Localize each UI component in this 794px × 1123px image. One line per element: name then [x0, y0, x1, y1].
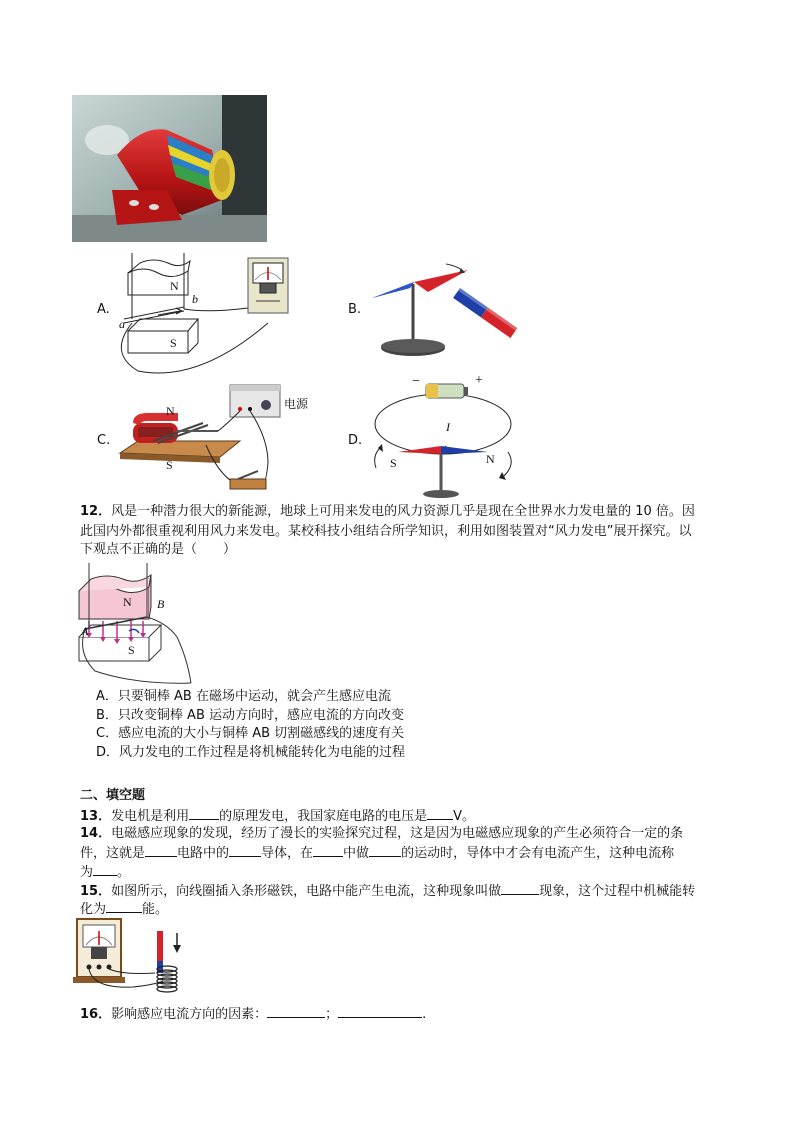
q14-text-3b: 。	[117, 865, 131, 880]
q14-text-2e: 的运动时，导体中才会有电流产生，这种电流称	[401, 846, 675, 861]
q14-blank-3[interactable]	[313, 843, 343, 857]
q14-text-1: 电磁感应现象的发现，经历了漫长的实验探究过程，这是因为电磁感应现象的产生必须符合一定的条	[111, 826, 684, 841]
q12-option-a: A．只要铜棒 AB 在磁场中运动，就会产生感应电流	[96, 689, 391, 704]
device-photo	[72, 95, 267, 242]
q16-end: .	[422, 1007, 427, 1022]
q15-figure	[73, 917, 193, 999]
option-c-letter: C.	[97, 433, 111, 448]
q14-number: 14．	[80, 826, 112, 841]
q15-line1	[80, 881, 695, 901]
option-a-s-label: S	[170, 336, 177, 350]
q13-text-2: 的原理发电，我国家庭电路的电压是	[219, 809, 428, 824]
option-b-figure	[368, 258, 533, 361]
option-a-a-label: a	[119, 317, 125, 331]
q14-text-2c: 导体，在	[261, 846, 314, 861]
q15-line2	[80, 899, 168, 919]
option-d-s-label: S	[390, 456, 397, 470]
option-d-figure	[368, 372, 518, 500]
q14-blank-4[interactable]	[369, 843, 401, 857]
q12-figure-b: B	[157, 597, 165, 611]
q12-figure	[77, 563, 197, 687]
option-c-n-label: N	[166, 404, 175, 418]
q13	[80, 806, 475, 826]
q12-figure-a: A	[81, 624, 89, 638]
q12-text-3: 下观点不正确的是（ ）	[80, 542, 237, 557]
q14-blank-1[interactable]	[145, 843, 177, 857]
q13-blank-2[interactable]	[427, 806, 453, 820]
option-d-current-label: I	[446, 420, 450, 434]
q12-option-d: D．风力发电的工作过程是将机械能转化为电能的过程	[96, 745, 406, 760]
q12-number: 12．	[80, 504, 112, 519]
q12-text-1: 风是一种潜力很大的新能源，地球上可用来发电的风力资源几乎是现在全世界水力发电量的 10 倍。因	[111, 504, 695, 519]
option-c-s-label: S	[166, 458, 173, 472]
option-d-letter: D.	[348, 433, 363, 448]
q14-blank-5[interactable]	[93, 862, 117, 876]
option-d-n-label: N	[486, 452, 495, 466]
q14-line1	[80, 825, 683, 843]
q12-figure-n: N	[123, 595, 132, 609]
q14-line3	[80, 862, 130, 882]
q12-option-b: B．只改变铜棒 AB 运动方向时，感应电流的方向改变	[96, 708, 404, 723]
q14-blank-2[interactable]	[229, 843, 261, 857]
option-a-figure	[118, 253, 298, 378]
q15-blank-1[interactable]	[501, 881, 539, 895]
option-d-minus: −	[412, 374, 420, 389]
q15-number: 15．	[80, 884, 112, 899]
q16-separator: ；	[325, 1007, 339, 1022]
q14-text-2b: 电路中的	[177, 846, 230, 861]
q12-line1	[80, 503, 695, 521]
q14-text-2a: 件，这就是	[80, 846, 146, 861]
option-c-power-label: 电源	[284, 397, 309, 411]
q14-text-2d: 中做	[343, 846, 370, 861]
q15-text-2a: 化为	[80, 902, 107, 917]
option-a-letter: A.	[97, 302, 110, 317]
q16	[80, 1004, 426, 1024]
q14-line2	[80, 843, 674, 863]
q16-blank-1[interactable]	[267, 1004, 325, 1018]
q15-text-1a: 如图所示，向线圈插入条形磁铁，电路中能产生电流，这种现象叫做	[111, 884, 502, 899]
q13-number: 13．	[80, 809, 112, 824]
q16-text: 影响感应电流方向的因素：	[111, 1007, 268, 1022]
q16-blank-2[interactable]	[338, 1004, 422, 1018]
q12-text-2: 此国内外都很重视利用风力来发电。某校科技小组结合所学知识，利用如图装置对“风力发电”展开探究。以	[80, 524, 692, 539]
section-title: 二、填空题	[80, 788, 146, 803]
q12-figure-s: S	[128, 643, 135, 657]
option-c-figure	[118, 383, 308, 495]
option-d-plus: +	[475, 373, 483, 388]
option-a-b-label: b	[192, 292, 198, 306]
q16-number: 16．	[80, 1007, 112, 1022]
option-a-n-label: N	[170, 279, 179, 293]
q12-option-c: C．感应电流的大小与铜棒 AB 切割磁感线的速度有关	[96, 726, 405, 741]
q13-blank-1[interactable]	[189, 806, 219, 820]
q15-text-2b: 能。	[142, 902, 169, 917]
q14-text-3a: 为	[80, 865, 94, 880]
option-b-letter: B.	[348, 302, 362, 317]
q13-text-3: V。	[453, 809, 476, 824]
q15-blank-2[interactable]	[106, 899, 142, 913]
q15-text-1b: 现象，这个过程中机械能转	[539, 884, 696, 899]
q13-text-1: 发电机是利用	[111, 809, 190, 824]
